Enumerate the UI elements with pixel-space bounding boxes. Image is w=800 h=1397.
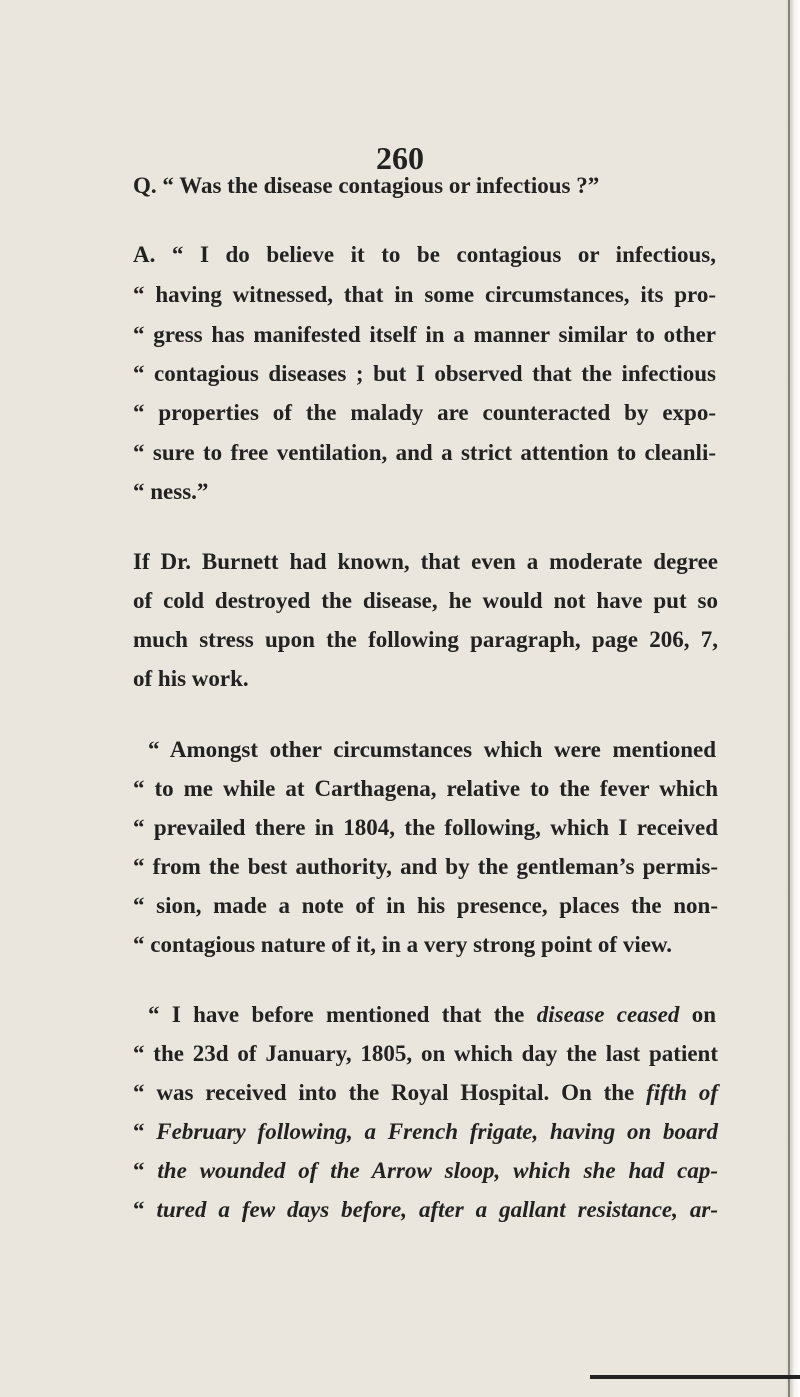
paragraph-line: much stress upon the following paragraph, page 206, 7, <box>133 627 718 652</box>
page-edge-line <box>788 0 790 1397</box>
page-number: 260 <box>376 140 424 176</box>
answer-line: “ gress has manifested itself in a manner similar to other <box>133 322 716 347</box>
answer-line: “ ness.” <box>133 479 209 504</box>
quote-text: “ was received into the Royal Hospital. On the <box>133 1080 647 1105</box>
paragraph-line: of cold destroyed the disease, he would not have put so <box>133 588 718 613</box>
quote-line: “ the 23d of January, 1805, on which day the last patient <box>133 1041 718 1066</box>
quote-line <box>133 1195 718 1225</box>
page-corner-mark <box>590 1375 800 1379</box>
quote-line: “ from the best authority, and by the gentleman’s permis- <box>133 854 718 879</box>
quote-text: on <box>679 1002 716 1027</box>
answer-line: “ properties of the malady are counteracted by expo- <box>133 400 716 425</box>
quote-italic-text: fifth of <box>646 1080 718 1105</box>
answer-line: A. “ I do believe it to be contagious or infectious, <box>133 242 716 267</box>
quote-mark: “ <box>133 1197 157 1222</box>
quote-line: “ contagious nature of it, in a very strong point of view. <box>133 932 673 957</box>
quote-line: “ to me while at Carthagena, relative to the fever which <box>133 776 718 801</box>
answer-line: “ having witnessed, that in some circumstances, its pro- <box>133 282 716 307</box>
answer-line: “ contagious diseases ; but I observed that the infectious <box>133 361 716 386</box>
quote-italic-text: tured a few days before, after a gallant resistance, ar- <box>156 1197 718 1222</box>
answer-line: “ sure to free ventilation, and a strict attention to cleanli- <box>133 440 716 465</box>
quote-line: “ Amongst other circumstances which were mentioned <box>148 737 716 762</box>
paragraph-line: of his work. <box>133 666 249 691</box>
quote-line: “ prevailed there in 1804, the following, which I received <box>133 815 718 840</box>
quote-mark: “ <box>133 1119 157 1144</box>
quote-mark: “ <box>133 1158 158 1183</box>
quote-italic-text: disease ceased <box>536 1002 680 1027</box>
quote-line <box>148 1000 716 1030</box>
quote-line <box>133 1078 718 1108</box>
quote-italic-text: February following, a French frigate, having on board <box>156 1119 719 1144</box>
quote-italic-text: the wounded of the Arrow sloop, which she had cap- <box>157 1158 719 1183</box>
quote-line: “ sion, made a note of in his presence, places the non- <box>133 893 718 918</box>
question-line: Q. “ Was the disease contagious or infectious ?” <box>133 173 600 198</box>
paragraph-line: If Dr. Burnett had known, that even a moderate degree <box>133 549 718 574</box>
quote-line <box>133 1156 718 1186</box>
quote-line <box>133 1117 718 1147</box>
quote-text: “ I have before mentioned that the <box>148 1002 537 1027</box>
